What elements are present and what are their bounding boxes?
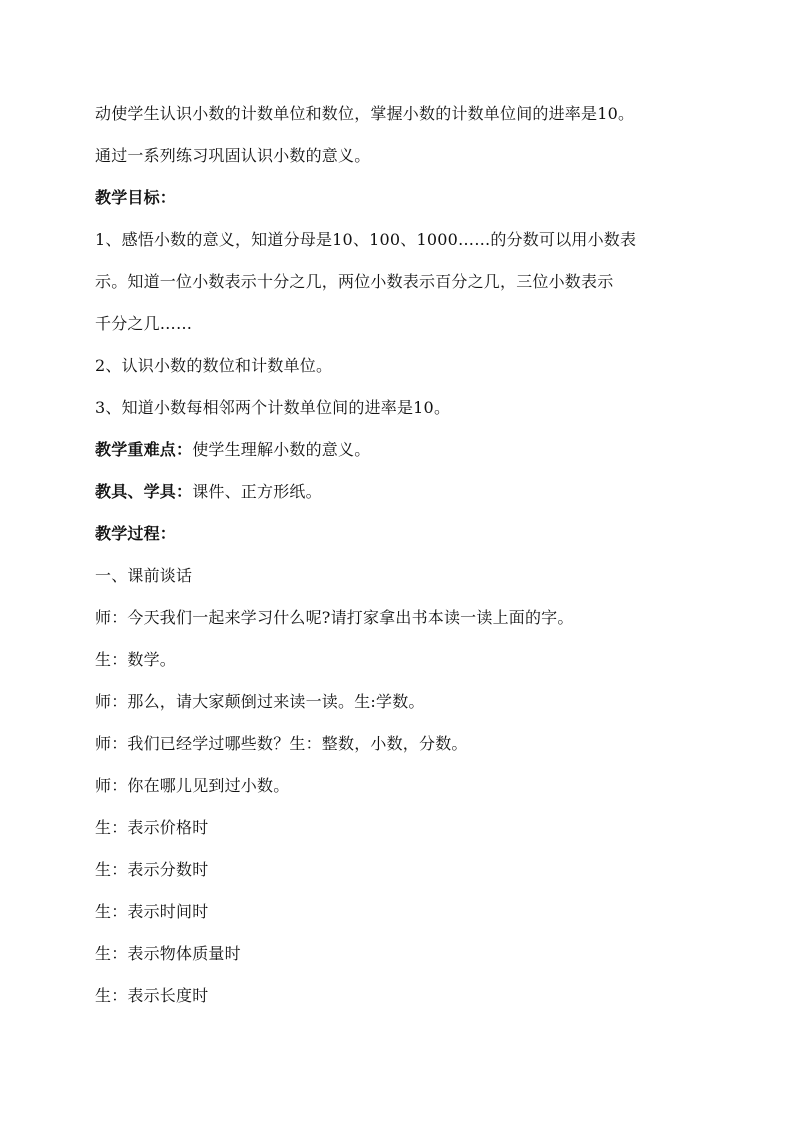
intro-line-2: 通过一系列练习巩固认识小数的意义。 <box>95 146 371 165</box>
dialogue-line: 生：表示时间时 <box>95 902 209 921</box>
tools-text: 课件、正方形纸。 <box>192 482 322 501</box>
process-section-title: 一、课前谈话 <box>95 566 193 585</box>
key-points-text: 使学生理解小数的意义。 <box>192 440 371 459</box>
intro-line-1: 动使学生认识小数的计数单位和数位，掌握小数的计数单位间的进率是10。 <box>95 104 635 123</box>
goal-item-line-3: 千分之几…… <box>95 314 193 333</box>
goal-item-line-2: 示。知道一位小数表示十分之几，两位小数表示百分之几，三位小数表示 <box>95 272 614 291</box>
tools-line <box>95 471 715 513</box>
dialogue-line: 生：数学。 <box>95 650 177 669</box>
goals-heading: 教学目标： <box>95 188 177 207</box>
dialogue-line: 师：我们已经学过哪些数？生：整数，小数，分数。 <box>95 734 468 753</box>
goal-item-line-5: 3、知道小数每相邻两个计数单位间的进率是10。 <box>95 398 451 417</box>
dialogue-line: 生：表示价格时 <box>95 818 209 837</box>
document-page <box>95 93 715 1017</box>
dialogue-line: 师：那么，请大家颠倒过来读一读。生:学数。 <box>95 692 425 711</box>
dialogue-line: 师：你在哪儿见到过小数。 <box>95 776 290 795</box>
dialogue-line: 生：表示分数时 <box>95 860 209 879</box>
goal-item-line-1: 1、感悟小数的意义，知道分母是10、100、1000……的分数可以用小数表 <box>95 230 637 249</box>
process-heading: 教学过程： <box>95 524 177 543</box>
dialogue-line: 生：表示物体质量时 <box>95 944 241 963</box>
tools-label: 教具、学具： <box>95 482 193 501</box>
key-points-label: 教学重难点： <box>95 440 193 459</box>
dialogue-line: 师：今天我们一起来学习什么呢?请打家拿出书本读一读上面的字。 <box>95 608 574 627</box>
dialogue-line: 生：表示长度时 <box>95 986 209 1005</box>
goal-item-line-4: 2、认识小数的数位和计数单位。 <box>95 356 333 375</box>
key-points-line <box>95 429 715 471</box>
